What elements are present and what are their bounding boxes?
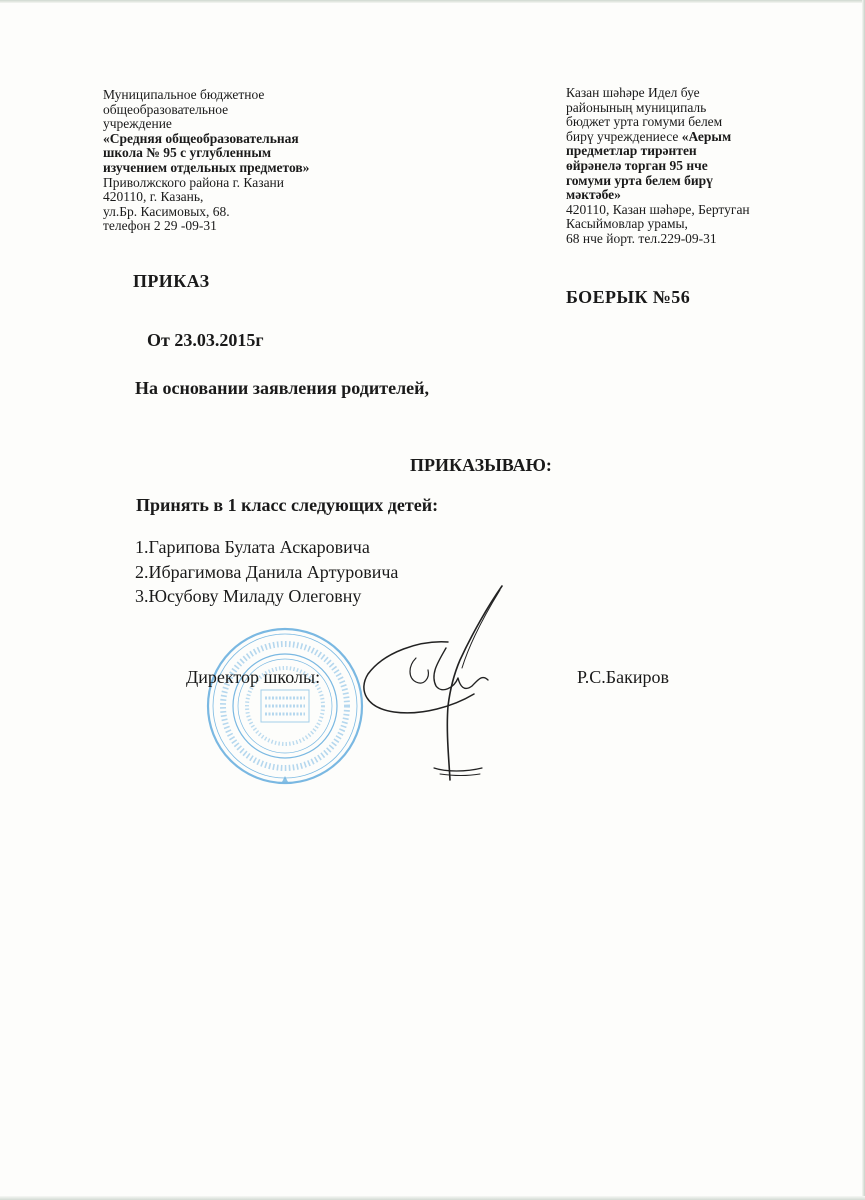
org-line: Муниципальное бюджетное — [103, 87, 265, 102]
order-date: От 23.03.2015г — [147, 330, 264, 350]
director-signature-icon — [350, 582, 515, 787]
org-line: районының муниципаль — [566, 99, 707, 115]
page-edge-top — [0, 0, 865, 3]
org-line: бирү учреждениесе — [566, 128, 682, 144]
header-left-ru — [103, 88, 309, 234]
school-stamp-icon — [205, 626, 365, 786]
org-line: общеобразовательное — [103, 101, 229, 117]
address-line: Приволжского района г. Казани — [103, 174, 285, 190]
list-item: 1.Гарипова Булата Аскаровича — [135, 537, 370, 557]
school-name-line: «Средняя общеобразовательная — [103, 130, 299, 146]
school-name-line: школа № 95 с углубленным — [103, 145, 272, 161]
address-line: Касыймовлар урамы, — [566, 216, 688, 232]
list-item: 2.Ибрагимова Данила Артуровича — [135, 561, 399, 582]
order-title-tt: БОЕРЫК №56 — [566, 287, 691, 307]
org-line-mixed — [566, 130, 750, 145]
address-line: ул.Бр. Касимовых, 68. — [103, 203, 230, 219]
order-decision: Принять в 1 класс следующих детей: — [136, 495, 439, 515]
order-basis: На основании заявления родителей, — [135, 378, 430, 398]
school-name-line: гомуми урта белем бирү — [566, 172, 713, 188]
org-line: Казан шәһәре Идел буе — [566, 85, 700, 100]
address-line: 420110, Казан шәһәре, Бертуган — [566, 201, 750, 217]
school-name-start: «Аерым — [681, 128, 732, 144]
school-name-line: өйрәнелә торган 95 нче — [566, 157, 708, 173]
school-name-line: предметлар тирәнтен — [566, 143, 697, 159]
org-line: бюджет урта гомуми белем — [566, 114, 723, 130]
order-title-ru: ПРИКАЗ — [133, 271, 210, 291]
director-name: Р.С.Бакиров — [577, 667, 669, 687]
director-label: Директор школы: — [186, 667, 321, 687]
order-verb: ПРИКАЗЫВАЮ: — [410, 455, 552, 475]
header-right-tt — [566, 86, 750, 247]
school-name-line: изучением отдельных предметов» — [103, 159, 310, 175]
address-line: 420110, г. Казань, — [103, 189, 204, 205]
school-name-line: мәктәбе» — [566, 187, 621, 203]
address-line: телефон 2 29 -09-31 — [103, 218, 217, 234]
address-line: 68 нче йорт. тел.229-09-31 — [566, 230, 717, 246]
page-edge-bottom — [0, 1196, 865, 1200]
list-item: 3.Юсубову Миладу Олеговну — [135, 586, 362, 606]
org-line: учреждение — [103, 116, 172, 132]
